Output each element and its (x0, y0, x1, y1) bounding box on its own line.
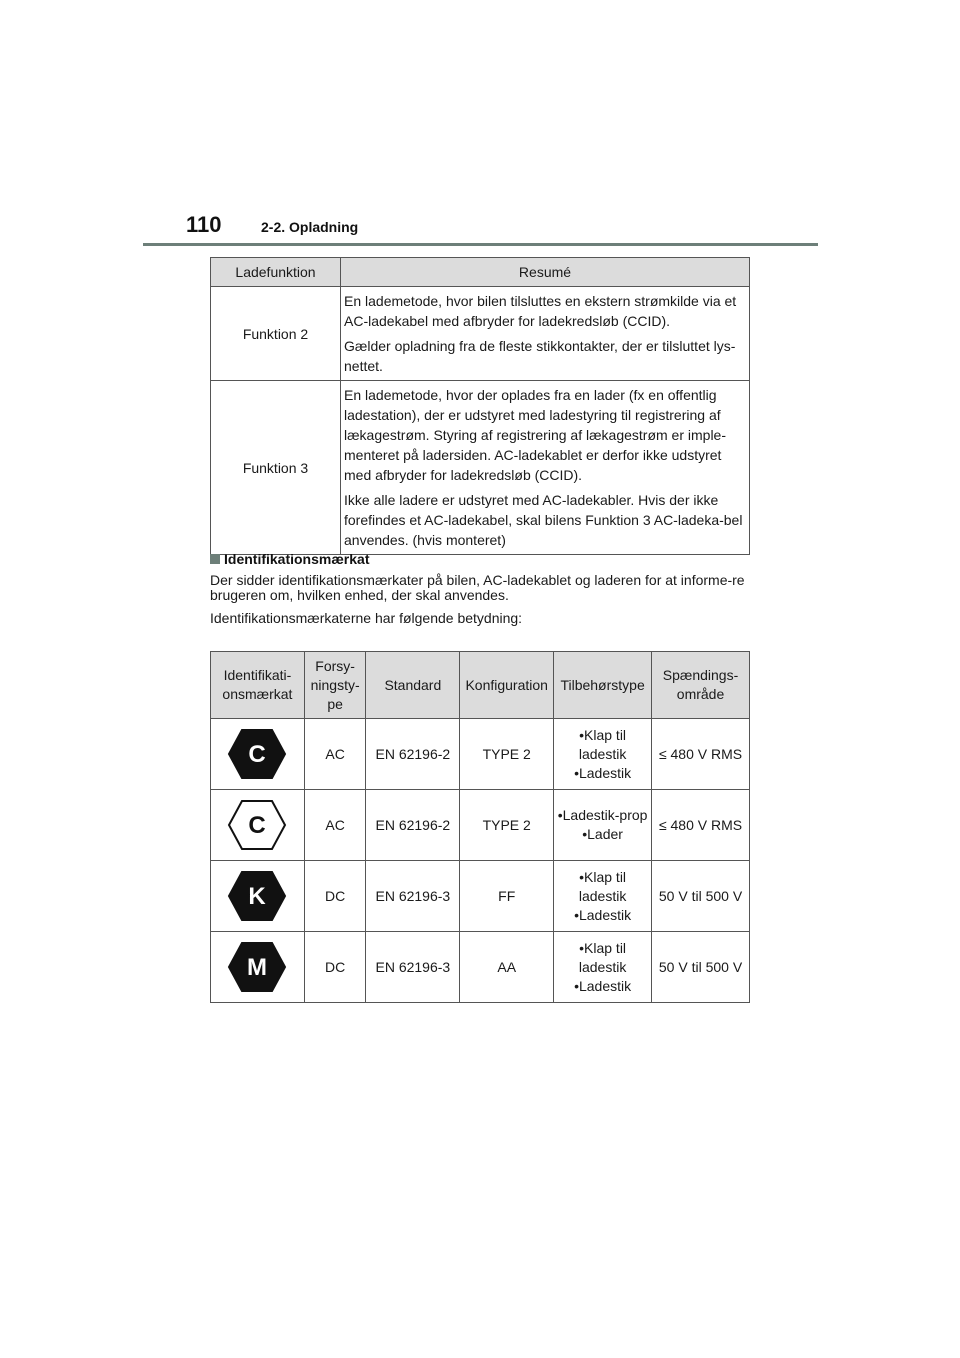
accessory-type (554, 790, 652, 861)
voltage-range: 50 V til 500 V (652, 861, 750, 932)
table-header-row (211, 652, 750, 719)
table-row (211, 790, 750, 861)
column-header-resume: Resumé (341, 258, 750, 287)
square-bullet-icon (210, 554, 220, 564)
c-outline-hexagon-icon (227, 799, 287, 851)
label-cell (211, 790, 305, 861)
function-summary (341, 381, 750, 555)
summary-paragraph: En lademetode, hvor bilen tilsluttes en ekstern strømkilde via et AC-ladekabel med afbryder for ladekredsløb (CCID). (344, 293, 737, 329)
accessory-type (554, 861, 652, 932)
label-cell (211, 719, 305, 790)
accessory-item: •Lader (582, 826, 623, 842)
column-header-configuration: Konfiguration (460, 652, 554, 719)
supply-type: AC (304, 719, 366, 790)
identification-label-table (210, 651, 750, 1003)
column-header-standard: Standard (366, 652, 460, 719)
configuration: TYPE 2 (460, 719, 554, 790)
icon-letter: K (248, 883, 267, 910)
voltage-range: ≤ 480 V RMS (652, 790, 750, 861)
section-title: 2-2. Opladning (261, 219, 359, 235)
configuration: FF (460, 861, 554, 932)
label-cell (211, 932, 305, 1003)
label-cell (211, 861, 305, 932)
function-name: Funktion 2 (211, 287, 341, 381)
accessory-item: •Klap til ladestik (578, 868, 627, 904)
k-filled-hexagon-icon (227, 870, 287, 922)
summary-paragraph: Gælder opladning fra de fleste stikkontakter, der er tilsluttet lys-nettet. (344, 338, 736, 374)
table-row (211, 861, 750, 932)
table-row (211, 932, 750, 1003)
accessory-item: •Klap til ladestik (578, 939, 627, 975)
column-header-label: Identifikati-onsmærkat (211, 652, 305, 719)
meaning-paragraph: Identifikationsmærkaterne har følgende betydning: (210, 610, 523, 626)
supply-type: DC (304, 861, 366, 932)
icon-letter: C (248, 741, 267, 768)
column-header-accessory: Tilbehørstype (554, 652, 652, 719)
table-row (211, 719, 750, 790)
function-name: Funktion 3 (211, 381, 341, 555)
standard: EN 62196-2 (366, 719, 460, 790)
m-filled-hexagon-icon (227, 941, 287, 993)
accessory-type (554, 932, 652, 1003)
accessory-item: •Ladestik (574, 764, 632, 781)
header-rule (143, 243, 818, 246)
summary-paragraph: Ikke alle ladere er udstyret med AC-ladekabler. Hvis der ikke forefindes et AC-ladekabel, skal bilens Funktion 3 AC-ladeka-bel anvendes. (hvis monteret) (344, 492, 743, 548)
charging-function-table (210, 257, 750, 555)
icon-letter: C (248, 812, 267, 839)
accessory-item: •Ladestik (574, 906, 632, 923)
subsection-heading (210, 551, 369, 567)
accessory-type (554, 719, 652, 790)
voltage-range: 50 V til 500 V (652, 932, 750, 1003)
supply-type: DC (304, 932, 366, 1003)
supply-type: AC (304, 790, 366, 861)
icon-letter: M (247, 954, 268, 981)
subsection-heading-text: Identifikationsmærkat (224, 551, 370, 567)
column-header-supply: Forsy-ningsty-pe (304, 652, 366, 719)
table-row (211, 381, 750, 555)
configuration: AA (460, 932, 554, 1003)
c-filled-hexagon-icon (227, 728, 287, 780)
configuration: TYPE 2 (460, 790, 554, 861)
table-row (211, 287, 750, 381)
accessory-item: •Ladestik-prop (557, 807, 648, 823)
table-header-row (211, 258, 750, 287)
standard: EN 62196-3 (366, 932, 460, 1003)
intro-paragraph: Der sidder identifikationsmærkater på bilen, AC-ladekablet og laderen for at informe-re brugeren om, hvilken enhed, der skal anvendes. (210, 572, 745, 603)
voltage-range: ≤ 480 V RMS (652, 719, 750, 790)
accessory-item: •Ladestik (574, 977, 632, 994)
column-header-ladefunktion: Ladefunktion (211, 258, 341, 287)
page-number: 110 (186, 212, 222, 237)
function-summary (341, 287, 750, 381)
column-header-voltage: Spændings-område (652, 652, 750, 719)
summary-paragraph: En lademetode, hvor der oplades fra en lader (fx en offentlig ladestation), der er udstyret med ladestyring til registrering af lækagestrøm. Styring af registrering af lækagestrøm er imple-menteret på ladersiden. AC-ladekablet er derfor ikke udstyret med afbryder for ladekredsløb (CCID). (344, 387, 726, 483)
standard: EN 62196-3 (366, 861, 460, 932)
standard: EN 62196-2 (366, 790, 460, 861)
accessory-item: •Klap til ladestik (578, 726, 627, 762)
